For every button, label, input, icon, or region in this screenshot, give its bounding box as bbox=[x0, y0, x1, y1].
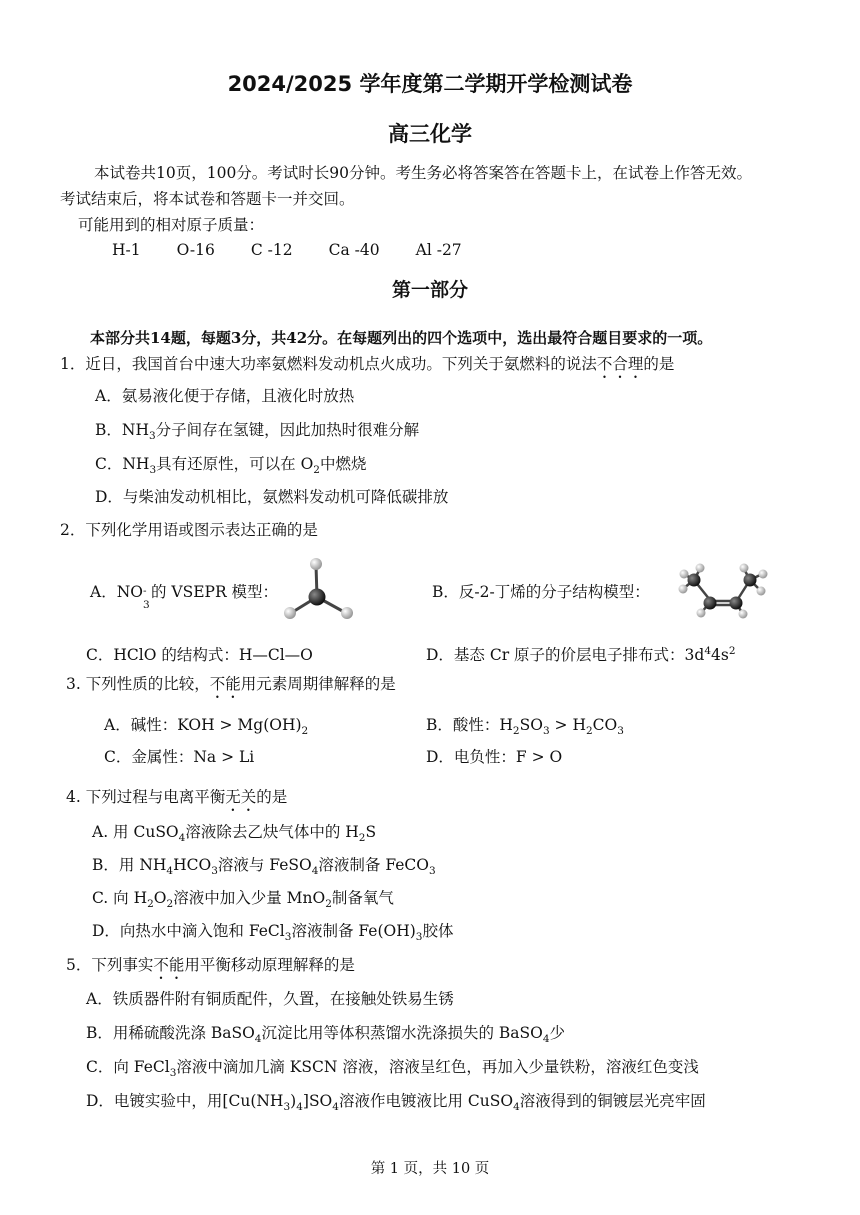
q3-option-c: C．金属性：Na > Li bbox=[104, 748, 255, 766]
q5-option-d: D．电镀实验中，用$[Cu(NH_3)_4]SO_4$溶液作电镀液比用 CuSO$_4$溶液得到的铜镀层光亮牢固 bbox=[86, 1092, 706, 1114]
atomic-mass: C -12 bbox=[250, 241, 293, 259]
atomic-masses-list bbox=[112, 240, 498, 260]
q1-option-c: C．$NH_3$具有还原性，可以在 $O_2$中燃烧 bbox=[95, 455, 367, 477]
q4-option-c: C. 向 $H_2O_2$溶液中加入少量 MnO$_2$制备氧气 bbox=[92, 889, 394, 911]
part-heading: 第一部分 bbox=[391, 279, 468, 301]
atomic-mass: Ca -40 bbox=[328, 241, 380, 259]
q1-option-d: D．与柴油发动机相比，氨燃料发动机可降低碳排放 bbox=[95, 488, 449, 506]
emphasis-text: 无关 bbox=[225, 788, 257, 806]
q3-option-b: B．酸性：$H_2SO_3 > H_2CO_3$ bbox=[426, 716, 624, 738]
q2-option-a: A．NO - 3 的 VSEPR 模型： bbox=[90, 583, 279, 611]
atomic-mass: Al -27 bbox=[415, 241, 462, 259]
q1-option-b: B．$NH_3$分子间存在氢键，因此加热时很难分解 bbox=[95, 421, 420, 443]
exam-title: 2024/2025 学年度第二学期开学检测试卷 bbox=[227, 72, 633, 96]
emphasis-text: 不能 bbox=[209, 675, 241, 693]
exam-subject: 高三化学 bbox=[388, 122, 472, 146]
q2-stem: 2．下列化学用语或图示表达正确的是 bbox=[60, 521, 318, 539]
q1-stem: 1．近日，我国首台中速大功率氨燃料发动机点火成功。下列关于氨燃料的说法不合理的是 bbox=[60, 355, 675, 373]
emphasis-text: 不合理 bbox=[596, 355, 644, 373]
page-footer: 第 1 页，共 10 页 bbox=[370, 1161, 490, 1177]
q5-stem: 5．下列事实不能用平衡移动原理解释的是 bbox=[66, 956, 355, 974]
q4-option-b: B．用 $NH_4HCO_3$溶液与 FeSO$_4$溶液制备 FeCO$_3$ bbox=[92, 856, 436, 878]
q5-option-b: B．用稀硫酸洗涤 BaSO$_4$沉淀比用等体积蒸馏水洗涤损失的 BaSO$_4$少 bbox=[86, 1024, 566, 1046]
q3-option-a: A．碱性：KOH > $Mg(OH)_2$ bbox=[104, 716, 309, 738]
q4-option-d: D．向热水中滴入饱和 FeCl$_3$溶液制备 $Fe(OH)_3$胶体 bbox=[92, 922, 454, 944]
q2-option-b: B．反-2-丁烯的分子结构模型： bbox=[432, 583, 650, 601]
intro-line-1: 本试卷共10页，100分。考试时长90分钟。考生务必将答案答在答题卡上，在试卷上作答无效。 bbox=[94, 164, 753, 182]
q4-stem: 4. 下列过程与电离平衡无关的是 bbox=[66, 788, 288, 806]
vsepr-model-illustration bbox=[278, 555, 358, 623]
intro-line-2: 考试结束后，将本试卷和答题卡一并交回。 bbox=[60, 190, 355, 208]
q3-stem: 3. 下列性质的比较，不能用元素周期律解释的是 bbox=[66, 675, 396, 693]
part-instruction: 本部分共14题，每题3分，共42分。在每题列出的四个选项中，选出最符合题目要求的一项。 bbox=[90, 329, 713, 347]
trans-2-butene-model-illustration bbox=[672, 560, 772, 620]
q1-option-a: A．氨易液化便于存储，且液化时放热 bbox=[95, 387, 355, 405]
atomic-masses-label: 可能用到的相对原子质量： bbox=[78, 216, 265, 234]
q3-option-d: D．电负性：F > O bbox=[426, 748, 563, 766]
atomic-mass: O-16 bbox=[176, 241, 215, 259]
atomic-mass: H-1 bbox=[112, 241, 141, 259]
q2-option-d: D．基态 Cr 原子的价层电子排布式：$3d^44s^2$ bbox=[426, 644, 736, 664]
q5-option-c: C．向 FeCl$_3$溶液中滴加几滴 KSCN 溶液，溶液呈红色，再加入少量铁粉，溶液红色变浅 bbox=[86, 1058, 699, 1080]
q4-option-a: A. 用 CuSO$_4$溶液除去乙炔气体中的 $H_2S$ bbox=[92, 823, 377, 845]
q2-option-c: C．HClO 的结构式：H—Cl—O bbox=[86, 646, 313, 664]
q5-option-a: A．铁质器件附有铜质配件，久置，在接触处铁易生锈 bbox=[86, 990, 454, 1008]
emphasis-text: 不能 bbox=[153, 956, 185, 974]
